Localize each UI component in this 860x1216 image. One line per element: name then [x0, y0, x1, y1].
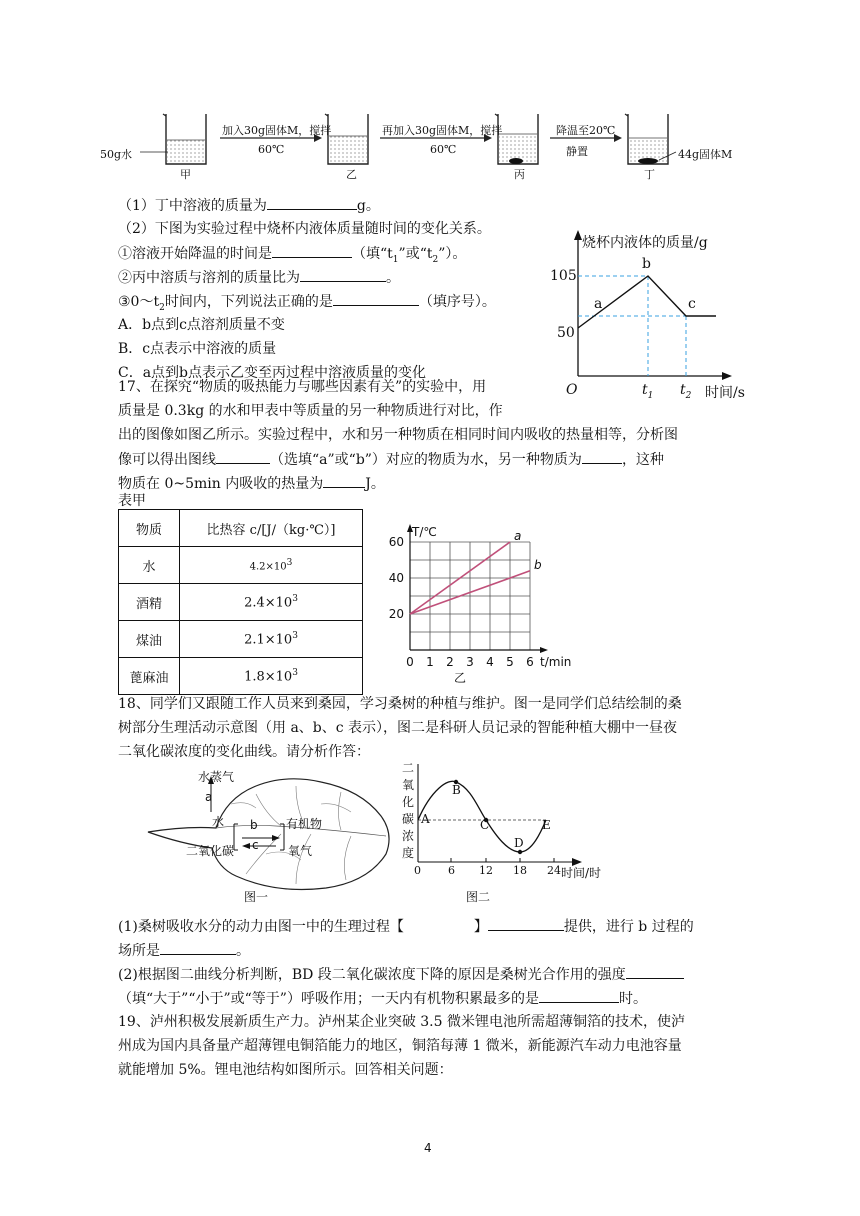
- beaker-label-ding: 丁: [644, 168, 655, 181]
- q16-line3: ①溶液开始降温的时间是 （填“$t_1$”或“$t_2$”）。: [118, 243, 466, 270]
- leaf-c: c: [252, 838, 259, 852]
- table-header-cell: 比热容 c/[J/（kg·℃）]: [180, 510, 363, 547]
- answer-blank[interactable]: [160, 940, 236, 955]
- graph1-xtick-t2: $t_2$: [680, 382, 692, 401]
- q17-line3: 出的图像如图乙所示。实验过程中，水和另一种物质在相同时间内吸收的热量相等，分析图: [118, 427, 678, 443]
- graph1-point-a: a: [594, 296, 603, 312]
- fig2-xlabel: 时间/时: [561, 866, 602, 880]
- graph1-point-b: b: [642, 256, 651, 272]
- beaker-jia: [163, 114, 206, 164]
- answer-blank[interactable]: [300, 267, 386, 282]
- x-tick-label: 2: [446, 655, 454, 669]
- leaf-b: b: [250, 818, 258, 832]
- fig2-xtick: 24: [547, 864, 561, 877]
- leaf-o2: 氧气: [288, 844, 313, 858]
- fig2-xtick: 18: [513, 864, 527, 877]
- leaf-diagram: [146, 764, 396, 904]
- step2-top: 再加入30g固体M，搅拌: [382, 124, 503, 137]
- answer-blank[interactable]: [267, 195, 357, 210]
- step1-bottom: 60℃: [258, 143, 285, 156]
- graph1-ytick-50: 50: [557, 325, 575, 341]
- option-b: B．c点表示中溶液的质量: [118, 341, 277, 357]
- fig2-point-b: B: [452, 783, 461, 797]
- answer-blank[interactable]: [582, 449, 622, 464]
- fig2-xtick: 12: [479, 864, 493, 877]
- q18-line2: 树部分生理活动示意图（用 a、b、c 表示），图二是科研人员记录的智能种植大棚中一昼夜: [118, 720, 678, 736]
- fig2-point-e: E: [542, 818, 551, 832]
- q16-line2: （2）下图为实验过程中烧杯内液体质量随时间的变化关系。: [118, 221, 491, 237]
- answer-blank[interactable]: [272, 243, 352, 258]
- graph1-xlabel: 时间/s: [705, 385, 745, 401]
- option-c: C．a点到b点表示乙变至丙过程中溶液质量的变化: [118, 365, 427, 381]
- answer-blank[interactable]: [539, 988, 619, 1003]
- step1-top: 加入30g固体M，搅拌: [222, 124, 332, 137]
- beaker-yi: [325, 114, 368, 164]
- x-axis-arrow: [540, 647, 548, 653]
- x-tick-label: 3: [466, 655, 474, 669]
- q18-q2: (2)根据图二曲线分析判断，BD 段二氧化碳浓度下降的原因是桑树光合作用的强度: [118, 964, 684, 985]
- y-tick-label: 20: [388, 607, 404, 621]
- x-tick-label: 1: [426, 655, 434, 669]
- fig2-xtick: 0: [414, 864, 421, 877]
- fig1-caption: 图一: [244, 890, 269, 904]
- q17-line1: 17、在探究“物质的吸热能力与哪些因素有关”的实验中，用: [118, 379, 487, 395]
- fig2-xtick: 6: [448, 864, 455, 877]
- fig2-ylabel: 二 氧 化 碳 浓 度: [402, 761, 415, 860]
- x-tick-label: 0: [406, 655, 414, 669]
- q16-line5: $③0\sim t_2$时间内，下列说法正确的是 （填序号）。: [118, 291, 496, 318]
- fig2-caption: 图二: [466, 890, 491, 904]
- leaf-water: 水: [212, 815, 225, 829]
- y-tick-label: 40: [388, 571, 404, 585]
- series-label-b: b: [534, 557, 542, 572]
- x-tick-label: 4: [486, 655, 494, 669]
- answer-blank[interactable]: [626, 964, 684, 979]
- graph1-ylabel: 烧杯内液体的质量/g: [582, 235, 708, 251]
- q19-line2: 州成为国内具备量产超薄锂电铜箔能力的地区，铜箔每薄 1 微米，新能源汽车动力电池容量: [118, 1038, 682, 1054]
- q18-q1: (1)桑树吸收水分的动力由图一中的生理过程【 】 提供，进行 b 过程的: [118, 916, 694, 937]
- y-axis-label: T/℃: [412, 525, 437, 539]
- end-label: 44g固体M: [678, 148, 733, 161]
- graph1-origin: O: [566, 382, 578, 398]
- x-tick-label: 5: [506, 655, 514, 669]
- specific-heat-table: [118, 509, 363, 695]
- q18-line3: 二氧化碳浓度的变化曲线。请分析作答：: [118, 744, 370, 760]
- q19-line3: 就能增加 5%。锂电池结构如图所示。回答相关问题：: [118, 1062, 453, 1078]
- step3-bottom: 静置: [566, 145, 588, 158]
- q17-line2: 质量是 0.3kg 的水和甲表中等质量的另一种物质进行对比，作: [118, 403, 503, 419]
- chart-caption: 乙: [453, 671, 467, 684]
- table-header: [119, 510, 363, 547]
- x-axis-label: t/min: [540, 655, 572, 669]
- table-row: 蓖麻油 $1.8\times 10^3$: [119, 658, 363, 695]
- page-number: 4: [424, 1141, 432, 1155]
- graph1-point-c: c: [688, 296, 696, 312]
- fig2-point-d: D: [514, 836, 524, 850]
- beaker-label-jia: 甲: [180, 168, 191, 181]
- q19-line1: 19、泸州积极发展新质生产力。泸州某企业突破 3.5 微米锂电池所需超薄铜箔的技术，使泸: [118, 1014, 685, 1030]
- q18-line1: 18、同学们又跟随工作人员来到桑园，学习桑树的种植与维护。图一是同学们总结绘制的桑: [118, 696, 682, 712]
- leaf-organic: 有机物: [286, 817, 323, 831]
- q17-line5: 物质在 0~5min 内吸收的热量为 J。: [118, 473, 385, 494]
- q16-line4: ②丙中溶质与溶剂的质量比为 。: [118, 267, 400, 288]
- answer-blank[interactable]: [216, 449, 270, 464]
- leaf-vapor: 水蒸气: [198, 770, 235, 784]
- table-title: 表甲: [118, 493, 146, 509]
- table-row: 酒精 $2.4\times 10^3$: [119, 584, 363, 621]
- start-label: 50g水: [100, 148, 133, 161]
- answer-blank[interactable]: [488, 916, 564, 931]
- table-row: 水 $4.2\times 10^3$: [119, 547, 363, 584]
- step2-bottom: 60℃: [430, 143, 457, 156]
- y-tick-label: 60: [388, 535, 404, 549]
- beaker-label-yi: 乙: [346, 168, 357, 181]
- step3-top: 降温至20℃: [556, 124, 616, 137]
- fig2-point-a: A: [421, 812, 430, 826]
- beaker-ding: [625, 114, 676, 164]
- graph1-ytick-105: 105: [550, 268, 577, 284]
- q16-line1: （1）丁中溶液的质量为 g。: [118, 195, 380, 216]
- q17-line4: 像可以得出图线 （选填“a”或“b”）对应的物质为水，另一种物质为 ，这种: [118, 449, 664, 470]
- table-header-cell: 物质: [119, 510, 180, 547]
- leaf-co2: 二氧化碳: [186, 844, 235, 858]
- temperature-chart: [372, 512, 572, 684]
- q18-q1-cont: 场所是 。: [118, 940, 250, 961]
- fig2-point-c: C: [480, 818, 490, 832]
- beaker-label-bing: 丙: [514, 168, 525, 181]
- option-a: A．b点到c点溶剂质量不变: [118, 317, 285, 333]
- leaf-a: a: [205, 790, 213, 804]
- answer-blank[interactable]: [323, 473, 365, 488]
- q18-q2-cont: （填“大于”“小于”或“等于”）呼吸作用；一天内有机物积累最多的是 时。: [118, 988, 647, 1009]
- graph1-xtick-t1: $t_1$: [642, 382, 654, 401]
- x-tick-label: 6: [526, 655, 534, 669]
- answer-blank[interactable]: [333, 291, 419, 306]
- mass-time-graph: [540, 226, 750, 402]
- table-row: 煤油 $2.1\times 10^3$: [119, 621, 363, 658]
- series-label-a: a: [514, 529, 522, 543]
